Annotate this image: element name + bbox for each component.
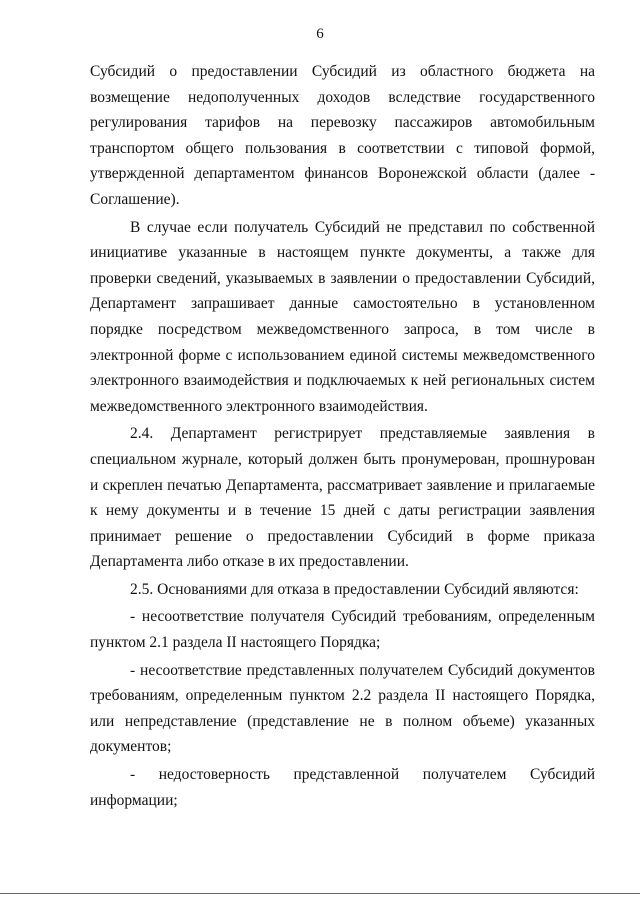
footer-rule — [0, 893, 640, 894]
document-body — [90, 59, 595, 813]
refusal-item: - несоответствие получателя Субсидий требованиям, определенным пунктом 2.1 раздела II настоящего Порядка; — [90, 608, 595, 652]
page-number: 6 — [316, 26, 324, 42]
paragraph-2-4: 2.4. Департамент регистрирует представляемые заявления в специальном журнале, который должен быть пронумерован, прошнурован и скреплен печатью Департамента, рассматривает заявление и прилагаемые к нему документы и в течение 15 дней с даты регистрации заявления принимает решение о предоставлении Субсидий в форме приказа Департамента либо отказе в их предоставлении. — [90, 425, 595, 571]
refusal-item: - недостоверность представленной получателем Субсидий информации; — [90, 766, 595, 809]
refusal-item: - несоответствие представленных получателем Субсидий документов требованиям, определенным пунктом 2.2 раздела II настоящего Порядка, или непредставление (представление не в полном объеме) указанных документов; — [90, 661, 595, 756]
paragraph-continuation: Субсидий о предоставлении Субсидий из областного бюджета на возмещение недополученных доходов вследствие государственного регулирования тарифов на перевозку пассажиров автомобильным транспортом общего пользования в соответствии с типовой формой, утвержденной департаментом финансов Воронежской области (далее - Соглашение). — [90, 63, 595, 208]
paragraph-interagency-request: В случае если получатель Субсидий не представил по собственной инициативе указанные в настоящем пункте документы, а также для проверки сведений, указываемых в заявлении о предоставлении Субсидий, Департамент запрашивает данные самостоятельно в установленном порядке посредством межведомственного запроса, в том числе в электронной форме с использованием единой системы межведомственного электронного взаимодействия и подключаемых к ней региональных систем межведомственного электронного взаимодействия. — [90, 218, 595, 415]
paragraph-2-5: 2.5. Основаниями для отказа в предоставлении Субсидий являются: — [130, 580, 579, 598]
